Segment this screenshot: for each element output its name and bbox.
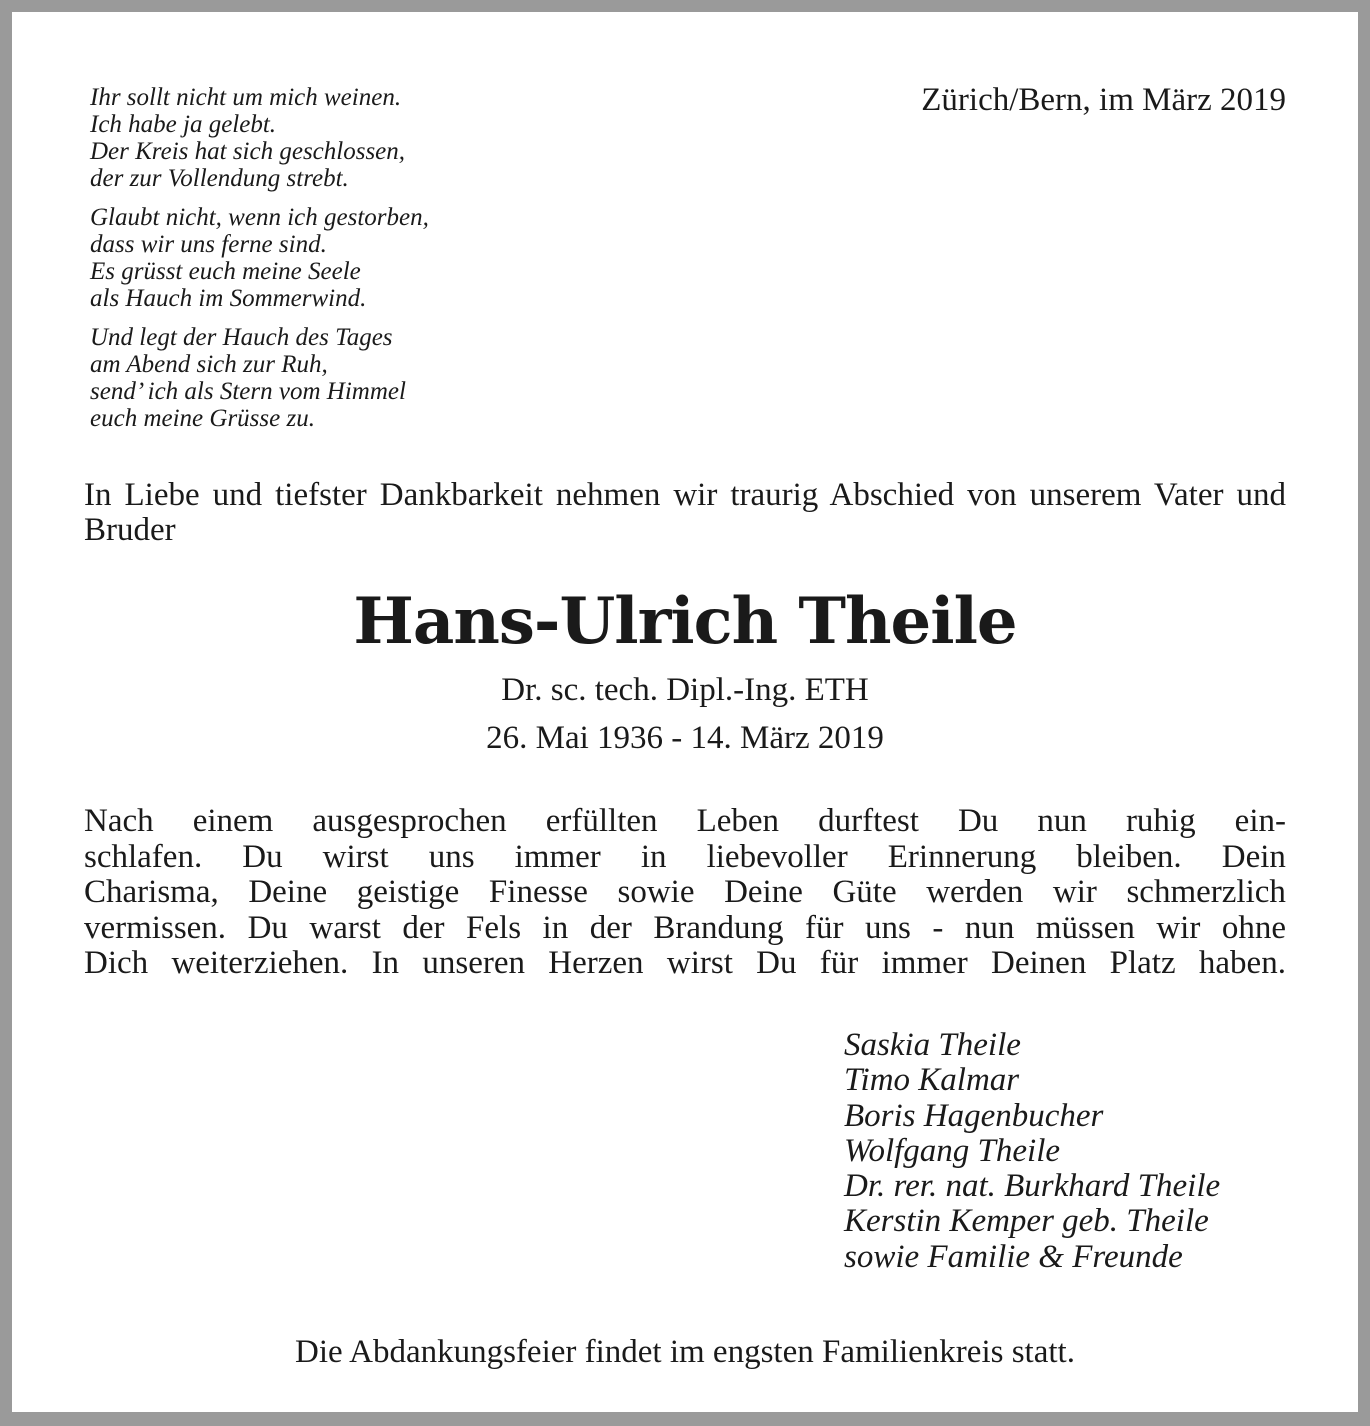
poem-stanza [90,324,570,432]
poem-line: euch meine Grüsse zu. [90,405,315,432]
poem-stanza [90,204,570,312]
signatory: Dr. rer. nat. Burkhard Theile [844,1168,1221,1205]
poem-line: am Abend sich zur Ruh, [90,351,328,378]
intro-text: In Liebe und tiefster Dankbarkeit nehmen wir traurig Abschied von unserem Vater und Bruder [84,477,1286,548]
signatory: sowie Familie & Freunde [844,1238,1183,1275]
deceased-dates: 26. Mai 1936 - 14. März 2019 [486,720,884,756]
poem [90,84,570,444]
poem-line: dass wir uns ferne sind. [90,231,327,258]
poem-line: Glaubt nicht, wenn ich gestorben, [90,204,429,231]
poem-line: Ihr sollt nicht um mich weinen. [90,84,402,111]
signatory: Saskia Theile [844,1027,1021,1063]
poem-line: send’ ich als Stern vom Himmel [90,378,406,405]
signatory: Boris Hagenbucher [844,1097,1104,1134]
poem-line: als Hauch im Sommerwind. [90,285,367,312]
body-text [84,804,1286,982]
place-date: Zürich/Bern, im März 2019 [921,82,1286,118]
signatory: Timo Kalmar [844,1062,1020,1099]
poem-stanza [90,84,570,192]
poem-line: Und legt der Hauch des Tages [90,324,393,351]
signatory: Wolfgang Theile [844,1132,1061,1169]
deceased-name: Hans-Ulrich Theile [353,584,1017,659]
body-line: Dich weiterziehen. In unseren Herzen wirst Du für immer Deinen Platz haben. [84,945,1286,981]
poem-line: Der Kreis hat sich geschlossen, [90,138,406,165]
signatories [844,1028,1220,1275]
body-line: Nach einem ausgesprochen erfüllten Leben durftest Du nun ruhig ein- [84,803,1286,839]
footer-note: Die Abdankungsfeier findet im engsten Familienkreis statt. [295,1334,1075,1370]
deceased-title: Dr. sc. tech. Dipl.-Ing. ETH [501,672,869,708]
body-line: schlafen. Du wirst uns immer in liebevoller Erinnerung bleiben. Dein [84,838,1286,875]
obituary-notice [12,12,1358,1412]
body-line: Charisma, Deine geistige Finesse sowie Deine Güte werden wir schmerzlich [84,874,1286,910]
poem-line: der zur Vollendung strebt. [90,165,349,192]
poem-line: Ich habe ja gelebt. [90,111,277,138]
poem-line: Es grüsst euch meine Seele [90,258,361,285]
body-line: vermissen. Du warst der Fels in der Brandung für uns - nun müssen wir ohne [84,909,1286,946]
signatory: Kerstin Kemper geb. Theile [844,1203,1209,1240]
